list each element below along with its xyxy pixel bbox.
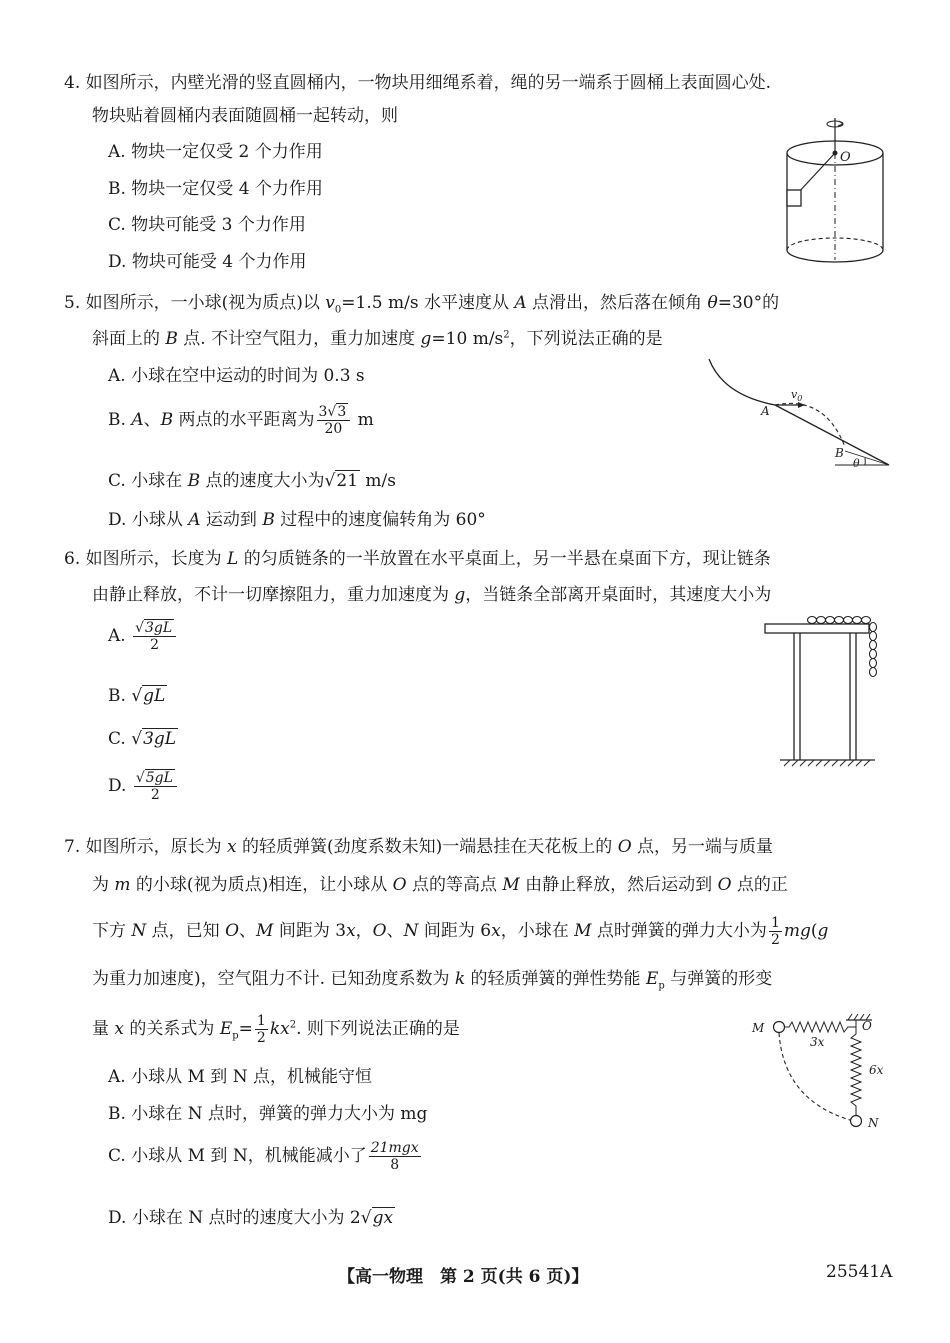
q6-stem-line2: 由静止释放，不计一切摩擦阻力，重力加速度为 g，当链条全部离开桌面时，其速度大小为 bbox=[92, 585, 772, 605]
q5-option-c: C. 小球在 B 点的速度大小为√21 m/s bbox=[108, 471, 396, 491]
q5-fig-label-b: B bbox=[835, 446, 844, 460]
q5-option-d: D. 小球从 A 运动到 B 过程中的速度偏转角为 60° bbox=[108, 510, 486, 530]
q7-fig-label-3x: 3x bbox=[810, 1035, 825, 1049]
q4-cylinder-figure bbox=[775, 110, 895, 285]
q6-option-c: C. √3gL bbox=[108, 729, 177, 749]
footer-page-info: 【高一物理 第 2 页(共 6 页)】 bbox=[338, 1267, 589, 1287]
q7-fig-label-n: N bbox=[868, 1116, 879, 1130]
q5-stem-line1: 5. 如图所示，一小球(视为质点)以 $v_0=1.5$ m/s 水平速度从 A 点滑出，然后落在倾角 θ=30°的 bbox=[64, 293, 780, 316]
q6-table-chain-figure bbox=[760, 615, 885, 775]
q5-fig-label-a: A bbox=[761, 404, 770, 418]
q5-stem-line2: 斜面上的 B 点. 不计空气阻力，重力加速度 g=10 $m/s^2$，下列说法正确的是 bbox=[92, 329, 663, 349]
q7-stem-line5: 量 x 的关系式为 $E_p=$ $\frac{1}{2}$ $kx^2$. 则下列说法正确的是 bbox=[92, 1013, 460, 1047]
q7-option-b: B. 小球在 N 点时，弹簧的弹力大小为 mg bbox=[108, 1104, 428, 1124]
q5-fig-theta: θ bbox=[853, 457, 860, 470]
q7-option-d: D. 小球在 N 点时的速度大小为 2√gx bbox=[108, 1208, 394, 1228]
q7-option-a: A. 小球从 M 到 N 点，机械能守恒 bbox=[108, 1067, 372, 1087]
q6-option-a: A. $\frac{√3gL}{2}$ bbox=[108, 620, 178, 653]
q5-fig-v0: $v_0$ bbox=[791, 388, 803, 403]
q4-option-b: B. 物块一定仅受 4 个力作用 bbox=[108, 179, 323, 199]
q5-incline-figure bbox=[705, 355, 895, 475]
q7-fig-label-o: O bbox=[862, 1019, 872, 1033]
q7-option-c: C. 小球从 M 到 N，机械能减小了 $\frac{\text{21mgx}}{8}$ bbox=[108, 1140, 419, 1174]
q4-stem-line2: 物块贴着圆桶内表面随圆桶一起转动，则 bbox=[92, 106, 398, 126]
q6-stem-line1: 6. 如图所示，长度为 L 的匀质链条的一半放置在水平桌面上，另一半悬在桌面下方，现让链条 bbox=[64, 549, 771, 569]
q7-spring-figure bbox=[748, 1010, 898, 1135]
q6-option-d: D. $\frac{√5gL}{2}$ bbox=[108, 770, 179, 803]
q7-stem-line2: 为 m 的小球(视为质点)相连，让小球从 O 点的等高点 M 由静止释放，然后运动到 O 点的正 bbox=[92, 875, 788, 895]
q4-stem-line1: 4. 如图所示，内壁光滑的竖直圆桶内，一物块用细绳系着，绳的另一端系于圆桶上表面圆心处. bbox=[64, 73, 772, 93]
q7-fig-label-m: M bbox=[752, 1021, 765, 1035]
q5-option-a: A. 小球在空中运动的时间为 0.3 s bbox=[108, 366, 365, 386]
q4-fig-label-o: O bbox=[840, 150, 851, 165]
q7-fig-label-6x: 6x bbox=[869, 1063, 884, 1077]
q7-stem-line1: 7. 如图所示，原长为 x 的轻质弹簧(劲度系数未知)一端悬挂在天花板上的 O 点，另一端与质量 bbox=[64, 837, 774, 857]
q7-stem-line4: 为重力加速度)，空气阻力不计. 已知劲度系数为 k 的轻质弹簧的弹性势能 $E_p$ 与弹簧的形变 bbox=[92, 969, 773, 992]
q4-option-a: A. 物块一定仅受 2 个力作用 bbox=[108, 142, 323, 162]
q7-stem-line3: 下方 N 点，已知 O、M 间距为 3x，O、N 间距为 6x，小球在 M 点时弹簧的弹力大小为 $\frac{1}{2}$ mg(g bbox=[92, 915, 829, 949]
q5-option-b: B. A、B 两点的水平距离为 $\frac{3√3}{20}$ m bbox=[108, 404, 374, 438]
footer-code: 25541A bbox=[826, 1262, 893, 1282]
q6-option-b: B. √gL bbox=[108, 686, 166, 706]
q4-option-d: D. 物块可能受 4 个力作用 bbox=[108, 252, 307, 272]
q4-option-c: C. 物块可能受 3 个力作用 bbox=[108, 215, 306, 235]
